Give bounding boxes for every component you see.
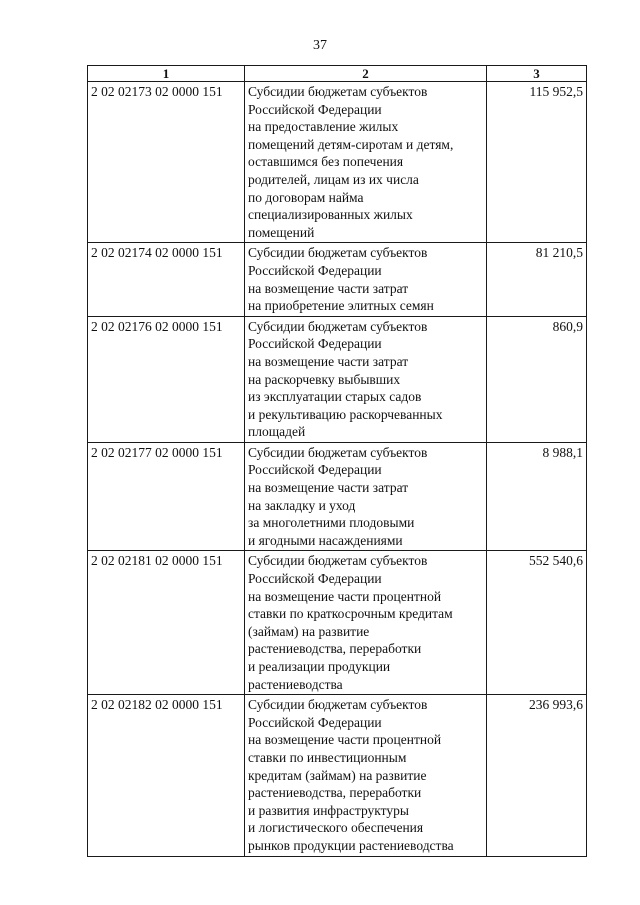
description-line: ставки по инвестиционным bbox=[248, 749, 407, 765]
description-line: на возмещение части затрат bbox=[248, 480, 409, 496]
description-cell bbox=[245, 695, 487, 856]
table-row bbox=[88, 316, 587, 442]
budget-code-cell: 2 02 02177 02 0000 151 bbox=[88, 442, 245, 551]
description-line: помещений детям-сиротам и детям, bbox=[248, 136, 454, 152]
description-line: Субсидии бюджетам субъектов bbox=[248, 444, 428, 460]
budget-code-cell: 2 02 02176 02 0000 151 bbox=[88, 316, 245, 442]
description-cell bbox=[245, 442, 487, 551]
description-line: на раскорчевку выбывших bbox=[248, 371, 401, 387]
description-line: рынков продукции растениеводства bbox=[248, 837, 454, 853]
description-line: Субсидии бюджетам субъектов bbox=[248, 697, 428, 713]
table-row bbox=[88, 82, 587, 243]
description-cell bbox=[245, 551, 487, 695]
budget-code-cell: 2 02 02174 02 0000 151 bbox=[88, 243, 245, 316]
description-line: на возмещение части процентной bbox=[248, 732, 442, 748]
description-line: специализированных жилых bbox=[248, 207, 413, 223]
amount-cell: 552 540,6 bbox=[487, 551, 587, 695]
budget-table bbox=[87, 65, 587, 857]
description-line: и логистического обеспечения bbox=[248, 820, 424, 836]
table-row bbox=[88, 442, 587, 551]
description-line: Субсидии бюджетам субъектов bbox=[248, 245, 428, 261]
column-header-3: 3 bbox=[487, 66, 587, 82]
description-line: из эксплуатации старых садов bbox=[248, 389, 422, 405]
description-line: Субсидии бюджетам субъектов bbox=[248, 553, 428, 569]
description-line: Субсидии бюджетам субъектов bbox=[248, 318, 428, 334]
amount-cell: 115 952,5 bbox=[487, 82, 587, 243]
description-line: (займам) на развитие bbox=[248, 623, 370, 639]
budget-code-cell: 2 02 02181 02 0000 151 bbox=[88, 551, 245, 695]
column-header-1: 1 bbox=[88, 66, 245, 82]
description-line: помещений bbox=[248, 224, 315, 240]
description-line: на приобретение элитных семян bbox=[248, 298, 434, 314]
description-line: оставшимся без попечения bbox=[248, 154, 404, 170]
description-line: Российской Федерации bbox=[248, 714, 382, 730]
amount-cell: 860,9 bbox=[487, 316, 587, 442]
page-number: 37 bbox=[313, 38, 327, 53]
column-header-2: 2 bbox=[245, 66, 487, 82]
description-line: по договорам найма bbox=[248, 189, 364, 205]
description-line: родителей, лицам из их числа bbox=[248, 171, 419, 187]
description-line: и ягодными насаждениями bbox=[248, 532, 403, 548]
description-line: растениеводства bbox=[248, 676, 343, 692]
budget-code-cell: 2 02 02182 02 0000 151 bbox=[88, 695, 245, 856]
description-line: за многолетними плодовыми bbox=[248, 515, 415, 531]
description-line: кредитам (займам) на развитие bbox=[248, 767, 427, 783]
table-header-row bbox=[88, 66, 587, 82]
table-row bbox=[88, 551, 587, 695]
description-line: на возмещение части процентной bbox=[248, 588, 442, 604]
description-cell bbox=[245, 82, 487, 243]
amount-cell: 81 210,5 bbox=[487, 243, 587, 316]
description-line: площадей bbox=[248, 424, 306, 440]
description-line: Российской Федерации bbox=[248, 571, 382, 587]
description-line: ставки по краткосрочным кредитам bbox=[248, 606, 453, 622]
amount-cell: 236 993,6 bbox=[487, 695, 587, 856]
description-cell bbox=[245, 316, 487, 442]
description-line: Российской Федерации bbox=[248, 462, 382, 478]
description-line: на закладку и уход bbox=[248, 497, 356, 513]
description-line: и развития инфраструктуры bbox=[248, 802, 409, 818]
description-line: растениеводства, переработки bbox=[248, 785, 422, 801]
description-line: на возмещение части затрат bbox=[248, 280, 409, 296]
description-line: Российской Федерации bbox=[248, 336, 382, 352]
table-row bbox=[88, 695, 587, 856]
description-line: Субсидии бюджетам субъектов bbox=[248, 84, 428, 99]
description-line: растениеводства, переработки bbox=[248, 641, 422, 657]
amount-cell: 8 988,1 bbox=[487, 442, 587, 551]
description-cell bbox=[245, 243, 487, 316]
table-row bbox=[88, 243, 587, 316]
description-line: Российской Федерации bbox=[248, 262, 382, 278]
description-line: Российской Федерации bbox=[248, 101, 382, 117]
table-body bbox=[88, 82, 587, 857]
description-line: на возмещение части затрат bbox=[248, 353, 409, 369]
budget-code-cell: 2 02 02173 02 0000 151 bbox=[88, 82, 245, 243]
description-line: на предоставление жилых bbox=[248, 119, 399, 135]
description-line: и реализации продукции bbox=[248, 659, 391, 674]
description-line: и рекультивацию раскорчеванных bbox=[248, 406, 443, 422]
